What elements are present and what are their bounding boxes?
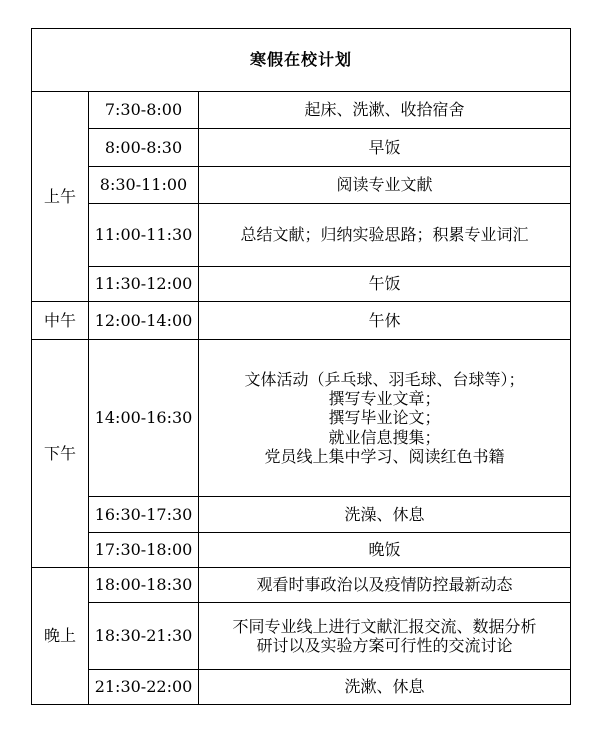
activity-cell <box>199 670 571 705</box>
activity-cell <box>199 302 571 340</box>
time-cell: 8:00-8:30 <box>89 129 199 167</box>
activity-cell <box>199 167 571 204</box>
table-row <box>32 533 571 568</box>
period-noon: 中午 <box>32 302 89 340</box>
activity-cell <box>199 603 571 670</box>
period-afternoon: 下午 <box>32 340 89 568</box>
activity-line: 撰写毕业论文； <box>328 408 441 428</box>
time-cell: 7:30-8:00 <box>89 92 199 129</box>
activity-cell <box>199 92 571 129</box>
time-cell: 12:00-14:00 <box>89 302 199 340</box>
activity-line: 洗漱、休息 <box>344 677 425 697</box>
table-row <box>32 167 571 204</box>
activity-line: 就业信息搜集； <box>328 427 441 447</box>
time-cell: 17:30-18:00 <box>89 533 199 568</box>
activity-line: 总结文献；归纳实验思路；积累专业词汇 <box>240 225 529 245</box>
table-row <box>32 204 571 267</box>
time-cell: 11:30-12:00 <box>89 267 199 302</box>
table-row <box>32 568 571 603</box>
activity-line: 研讨以及实验方案可行性的交流讨论 <box>256 636 513 655</box>
activity-line: 早饭 <box>368 137 401 157</box>
table-row <box>32 670 571 705</box>
activity-line: 洗澡、休息 <box>344 504 425 524</box>
period-evening: 晚上 <box>32 568 89 705</box>
time-cell: 21:30-22:00 <box>89 670 199 705</box>
activity-cell <box>199 129 571 167</box>
activity-cell <box>199 340 571 497</box>
table-row <box>32 497 571 533</box>
table-row <box>32 92 571 129</box>
activity-cell <box>199 497 571 533</box>
activity-line: 不同专业线上进行文献汇报交流、数据分析 <box>232 616 537 636</box>
activity-line: 晚饭 <box>368 540 401 560</box>
activity-line: 阅读专业文献 <box>336 175 433 195</box>
activity-line: 午饭 <box>368 274 401 294</box>
activity-line: 撰写专业文章； <box>328 389 441 409</box>
table-row <box>32 302 571 340</box>
table-title: 寒假在校计划 <box>32 29 571 92</box>
time-cell: 14:00-16:30 <box>89 340 199 497</box>
activity-cell <box>199 568 571 603</box>
time-cell: 16:30-17:30 <box>89 497 199 533</box>
activity-line: 文体活动（乒乓球、羽毛球、台球等）； <box>244 370 525 390</box>
time-cell: 8:30-11:00 <box>89 167 199 204</box>
time-cell: 11:00-11:30 <box>89 204 199 267</box>
table-row <box>32 129 571 167</box>
activity-cell <box>199 267 571 302</box>
time-cell: 18:00-18:30 <box>89 568 199 603</box>
activity-line: 午休 <box>368 310 401 330</box>
title-row <box>32 29 571 92</box>
time-cell: 18:30-21:30 <box>89 603 199 670</box>
activity-cell <box>199 204 571 267</box>
activity-cell <box>199 533 571 568</box>
activity-line: 起床、洗漱、收拾宿舍 <box>304 100 465 120</box>
schedule-table <box>31 28 571 705</box>
table-row <box>32 603 571 670</box>
table-row <box>32 340 571 497</box>
table-row <box>32 267 571 302</box>
activity-line: 观看时事政治以及疫情防控最新动态 <box>256 575 513 595</box>
activity-line: 党员线上集中学习、阅读红色书籍 <box>264 446 505 466</box>
period-morning: 上午 <box>32 92 89 302</box>
